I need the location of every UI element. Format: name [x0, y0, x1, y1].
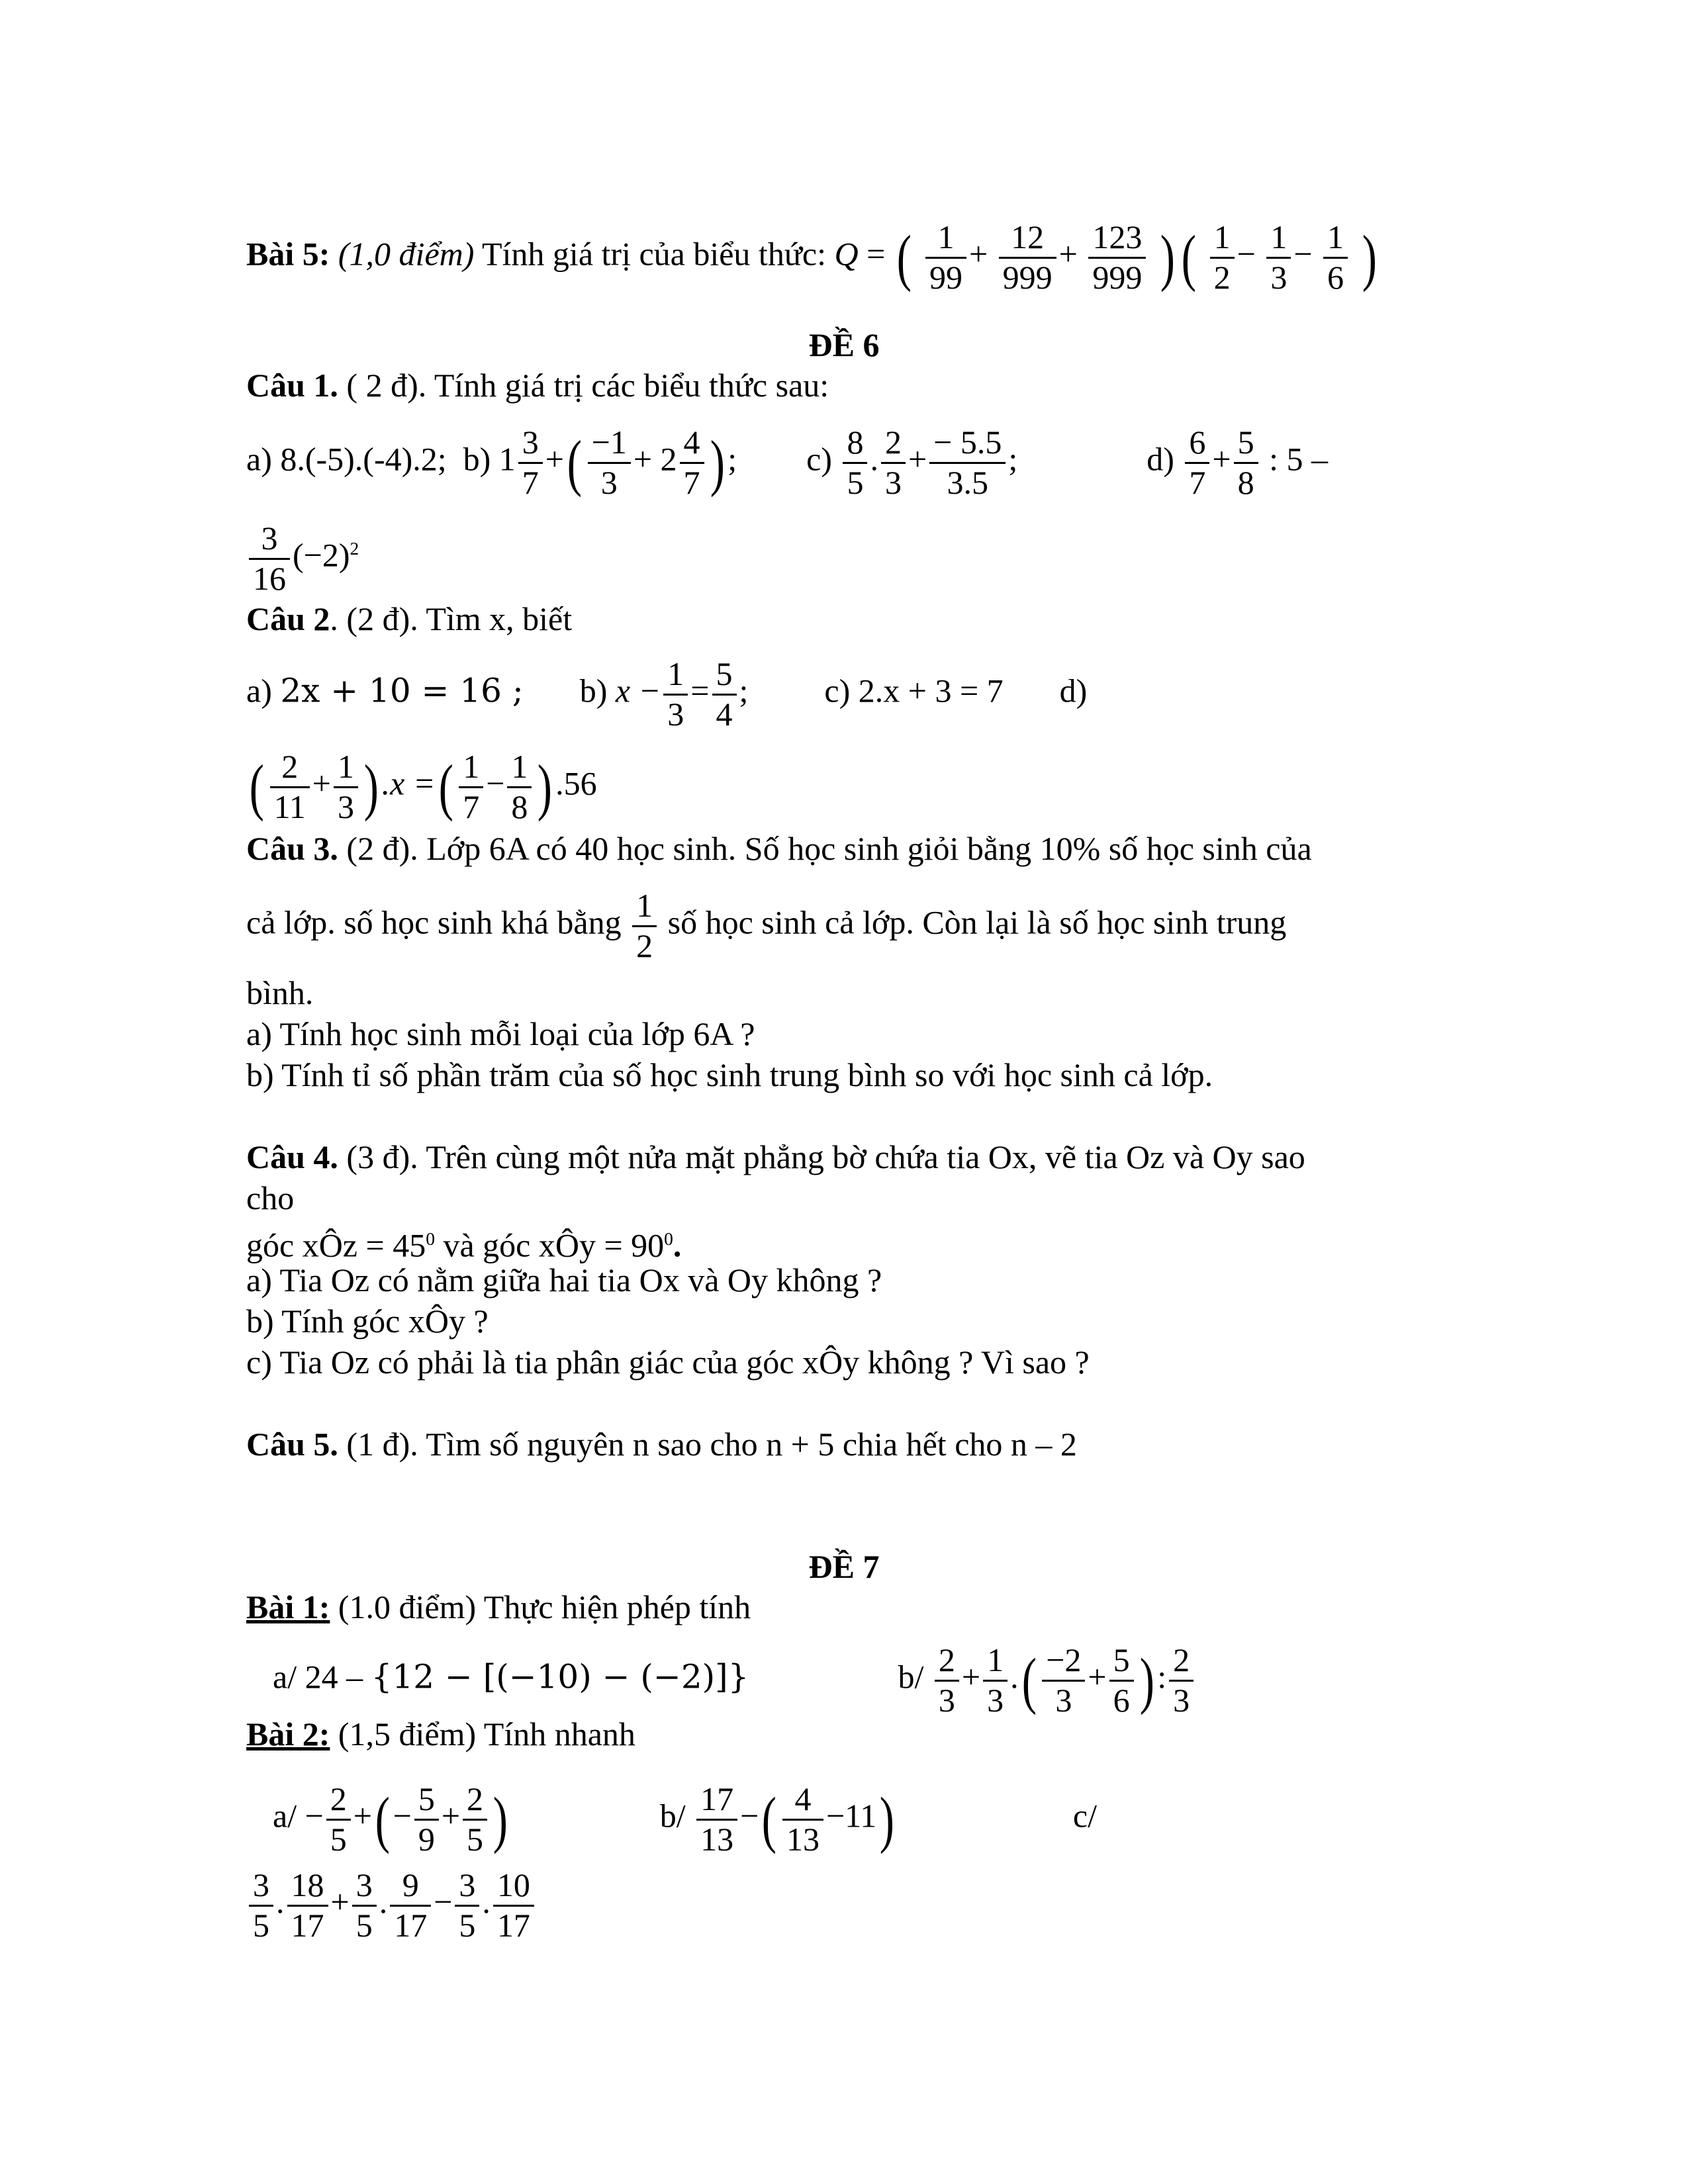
period: . [673, 1226, 682, 1264]
cau2-d: d) [1059, 672, 1088, 709]
fraction: $\frac{- 5.5}{3.5}$ [929, 424, 1006, 502]
fraction: $\frac{3}{5}$ [352, 1866, 377, 1944]
bai1-a: a/ 24 – [273, 1658, 363, 1696]
fraction: $\frac{18}{17}$ [287, 1866, 328, 1944]
fraction: $\frac{123}{999}$ [1088, 218, 1146, 296]
fraction: $\frac{1}{6}$ [1323, 218, 1348, 296]
fraction: $\frac{2}{3}$ [935, 1641, 959, 1719]
fraction: $\frac{2}{5}$ [463, 1780, 487, 1858]
fraction: $\frac{2}{3}$ [1169, 1641, 1194, 1719]
q-symbol: Q [834, 235, 859, 273]
cau2-a: a) [246, 672, 272, 709]
paren: ( [438, 751, 453, 822]
bai5-text: Tính giá trị của biểu thức: [474, 235, 826, 273]
angle-xoz: góc xÔz = 45 [246, 1226, 426, 1264]
fraction: $\frac{5}{8}$ [1234, 424, 1258, 502]
paren: ) [1362, 222, 1377, 293]
minus-eleven: −11 [825, 1797, 877, 1835]
cau3-line2b: số học sinh cả lớp. Còn lại là số học sinh trung [667, 903, 1287, 941]
bai5-points: (1,0 điểm) [338, 235, 475, 273]
paren: ( [1021, 1645, 1037, 1715]
paren: ) [538, 751, 553, 822]
cau4-label: Câu 4. [246, 1138, 338, 1175]
paren: ) [1160, 222, 1175, 293]
de6-cau1-heading [246, 365, 829, 405]
de6-cau4-line3 [246, 1219, 681, 1265]
de6-cau3-qb: b) Tính tỉ số phần trăm của số học sinh trung bình so với học sinh cả lớp. [246, 1056, 1213, 1093]
de6-cau1-continued [246, 520, 359, 598]
paren: ) [363, 751, 379, 822]
de7-bai2-heading [246, 1714, 635, 1754]
fraction: $\frac{1}{2}$ [1210, 218, 1235, 296]
fraction: $\frac{4}{13}$ [782, 1780, 823, 1858]
de6-cau3-line3: bình. [246, 974, 314, 1011]
cau2-a-expr: 2x + 10 = 16 ; [280, 671, 524, 710]
cau1-d-tail: : 5 – [1269, 440, 1329, 478]
bai1-label: Bài 1: [246, 1588, 330, 1625]
fraction: $\frac{1}{99}$ [925, 218, 966, 296]
bai2-label: Bài 2: [246, 1715, 330, 1752]
degree: 0 [664, 1228, 673, 1249]
fraction: $\frac{17}{13}$ [696, 1780, 737, 1858]
bai5-label: Bài 5: [246, 235, 330, 273]
cau3-line2a: cả lớp. số học sinh khá bằng [246, 903, 622, 941]
bai1-a-expr: {12 − [(−10) − (−2)]} [371, 1657, 749, 1696]
fraction: $\frac{12}{999}$ [999, 218, 1056, 296]
de6-cau5 [246, 1424, 1077, 1464]
paren: ( [896, 222, 912, 293]
paren: ( [762, 1784, 777, 1854]
de6-cau1-expressions: a) 8.(-5).(-4).2; b) 1 $\frac{3}{7}$ +( $\frac{-1}{3}$ + 2 $\frac{4}{7}$ ); c) $\frac{8}{5}$ . $\frac{2}{3}$ + $\frac{- 5.5}{3.5}$ ; d) $\frac{6}{7}$ + $\frac{5}{8}$ : 5 – [246, 424, 1329, 501]
cau1-a: a) 8.(-5).(-4).2; [246, 440, 447, 478]
fraction: $\frac{-1}{3}$ [588, 424, 631, 502]
cau5-label: Câu 5. [246, 1426, 338, 1463]
fraction: $\frac{3}{5}$ [249, 1866, 273, 1944]
de6-cau4-line2: cho [246, 1179, 295, 1216]
paren: ) [1139, 1645, 1154, 1715]
fraction: $\frac{3}{16}$ [249, 520, 290, 598]
fraction: $\frac{1}{2}$ [632, 887, 657, 965]
d-tail: .56 [555, 764, 597, 802]
fraction: $\frac{1}{8}$ [507, 748, 532, 826]
bai5-line: Bài 5: (1,0 điểm) Tính giá trị của biểu thức: Q = ( $\frac{1}{99}$ + $\frac{12}{999}$ + $\frac{123}{999}$ )( $\frac{1}{2}$ − $\frac{1}{3}$ − $\frac{1}{6}$ ) [246, 218, 1377, 296]
de6-cau4-qb: b) Tính góc xÔy ? [246, 1302, 489, 1340]
cau2-c: c) 2.x + 3 = 7 [824, 672, 1004, 709]
bai2-b: b/ [659, 1797, 686, 1835]
de7-bai2-items: a/ − $\frac{2}{5}$ +(− $\frac{5}{9}$ + $\frac{2}{5}$ ) b/ $\frac{17}{13}$ −( $\frac{4}{13}$ −11) c/ [273, 1780, 1098, 1858]
fraction: $\frac{3}{5}$ [455, 1866, 479, 1944]
de6-cau2-heading [246, 599, 572, 639]
degree: 0 [426, 1228, 435, 1249]
fraction: $\frac{8}{5}$ [843, 424, 867, 502]
de6-cau3-line1 [246, 829, 1312, 868]
fraction: $\frac{4}{7}$ [680, 424, 704, 502]
cau2-label: Câu 2 [246, 600, 330, 637]
paren: ( [375, 1784, 390, 1854]
bai2-c: c/ [1072, 1797, 1098, 1835]
fraction: $\frac{1}{7}$ [459, 748, 483, 826]
fraction: $\frac{1}{3}$ [983, 1641, 1008, 1719]
de7-bai1-heading [246, 1587, 751, 1627]
fraction: $\frac{-2}{3}$ [1042, 1641, 1085, 1719]
fraction: $\frac{9}{17}$ [390, 1866, 431, 1944]
de6-cau4-line1 [246, 1137, 1305, 1177]
paren: ) [880, 1784, 895, 1854]
de7-bai1-items: a/ 24 – {12 − [(−10) − (−2)]} b/ $\frac{2}{3}$ + $\frac{1}{3}$ .( $\frac{-2}{3}$ + $\frac{5}{6}$ ): $\frac{2}{3}$ [273, 1641, 1196, 1719]
de6-cau4-qa: a) Tia Oz có nằm giữa hai tia Ox và Oy không ? [246, 1261, 882, 1298]
cau1-c: c) [806, 440, 832, 478]
eq: = [867, 235, 886, 273]
cau1-text: ( 2 đ). Tính giá trị các biểu thức sau: [338, 367, 829, 404]
cau2-b-x: x − [615, 672, 661, 709]
cau3-text: (2 đ). Lớp 6A có 40 học sinh. Số học sinh giỏi bằng 10% số học sinh của [338, 830, 1312, 867]
de6-cau4-qc: c) Tia Oz có phải là tia phân giác của góc xÔy không ? Vì sao ? [246, 1343, 1090, 1381]
fraction: $\frac{3}{7}$ [518, 424, 543, 502]
bai1-text: (1.0 điểm) Thực hiện phép tính [330, 1588, 751, 1625]
cau1-b: b) 1 [463, 440, 516, 478]
cau5-text: (1 đ). Tìm số nguyên n sao cho n + 5 chia hết cho n – 2 [338, 1426, 1077, 1463]
cau3-label: Câu 3. [246, 830, 338, 867]
cau1-d: d) [1147, 440, 1174, 478]
fraction: $\frac{5}{6}$ [1109, 1641, 1134, 1719]
fraction: $\frac{1}{3}$ [663, 655, 688, 733]
bai1-b: b/ [898, 1658, 924, 1696]
fraction: $\frac{10}{17}$ [493, 1866, 534, 1944]
fraction: $\frac{2}{5}$ [326, 1780, 351, 1858]
de6-cau3-qa: a) Tính học sinh mỗi loại của lớp 6A ? [246, 1015, 755, 1052]
de7-title: ĐỀ 7 [808, 1548, 880, 1585]
de7-bai2-c-expr: $\frac{3}{5}$ . $\frac{18}{17}$ + $\frac{3}{5}$ . $\frac{9}{17}$ − $\frac{3}{5}$ . $\frac{10}{17}$ [246, 1866, 537, 1944]
fraction: $\frac{6}{7}$ [1185, 424, 1209, 502]
paren: ( [1181, 222, 1196, 293]
paren: ) [710, 427, 725, 498]
cau2-text: . (2 đ). Tìm x, biết [330, 600, 573, 637]
de6-cau3-line2 [246, 887, 1286, 965]
fraction: $\frac{5}{4}$ [712, 655, 737, 733]
angle-xoy: và góc xÔy = 90 [434, 1226, 665, 1264]
fraction: $\frac{5}{9}$ [414, 1780, 439, 1858]
de6-cau2-d-expr: ( $\frac{2}{11}$ + $\frac{1}{3}$ ).x =( $\frac{1}{7}$ − $\frac{1}{8}$ ).56 [249, 748, 597, 825]
d-mid: .x = [381, 764, 436, 802]
cau2-b: b) [579, 672, 608, 709]
bai2-text: (1,5 điểm) Tính nhanh [330, 1715, 635, 1752]
paren: ( [249, 751, 264, 822]
fraction: $\frac{1}{3}$ [334, 748, 358, 826]
de6-cau2-items: a) 2x + 10 = 16 ; b) x − $\frac{1}{3}$ = $\frac{5}{4}$ ; c) 2.x + 3 = 7 d) [246, 655, 1088, 733]
fraction: $\frac{2}{3}$ [881, 424, 906, 502]
neg-two: (−2) [293, 536, 350, 574]
exponent: 2 [350, 537, 359, 559]
de6-title: ĐỀ 6 [808, 326, 880, 363]
cau1-label: Câu 1. [246, 367, 338, 404]
paren: ( [567, 427, 582, 498]
fraction: $\frac{1}{3}$ [1266, 218, 1291, 296]
bai2-a: a/ [273, 1797, 297, 1835]
cau4-text: (3 đ). Trên cùng một nửa mặt phẳng bờ chứa tia Ox, vẽ tia Oz và Oy sao [338, 1138, 1305, 1175]
paren: ) [492, 1784, 508, 1854]
plus-two: + 2 [633, 440, 677, 478]
fraction: $\frac{2}{11}$ [270, 748, 310, 826]
